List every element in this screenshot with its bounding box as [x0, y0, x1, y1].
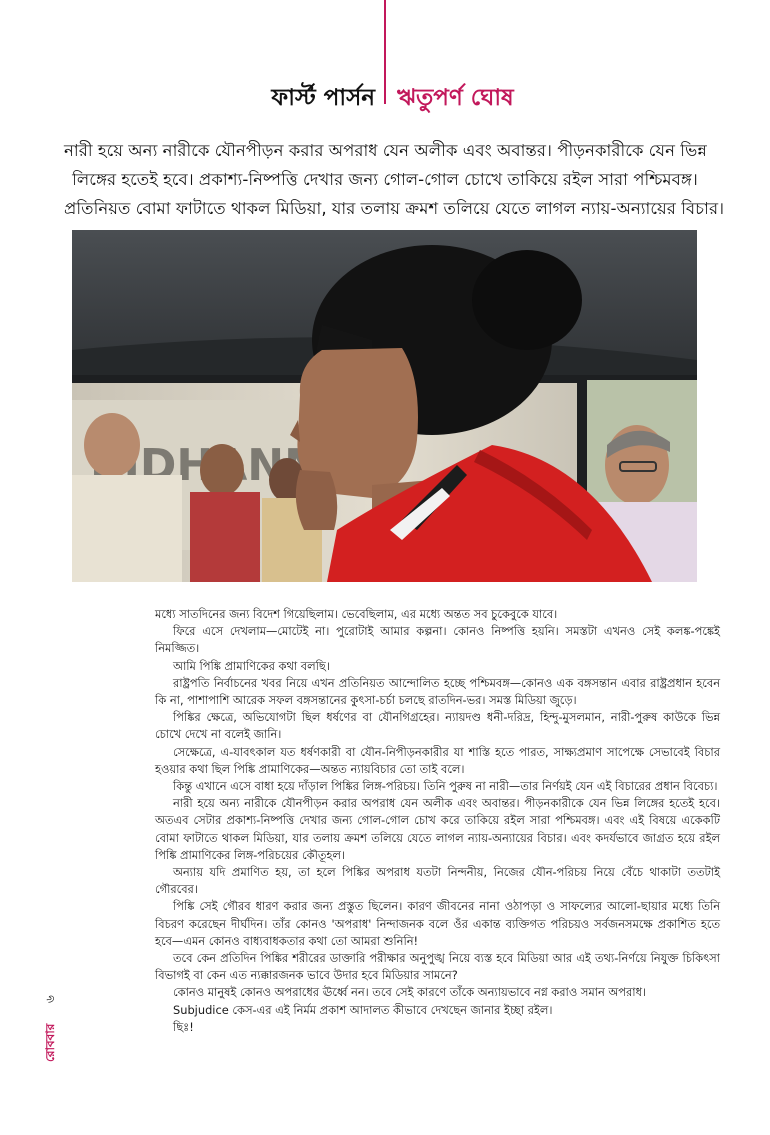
article-paragraph: তবে কেন প্রতিদিন পিঙ্কির শরীরের ডাক্তারি পরীক্ষার অনুপুঙ্খ নিয়ে ব্যস্ত হবে মিডিয়া আর এই তথ্য-নির্ণয়ে নিযুক্ত চিকিৎসা বিভাগই বা কেন এত ন্যক্কারজনক ভাবে উদার হবে মিডিয়ার সামনে? — [155, 951, 720, 983]
article-body — [155, 606, 720, 1036]
column-title: ফার্স্ট পার্সন — [271, 85, 375, 111]
lead-line: প্রতিনিয়ত বোমা ফাটাতে থাকল মিডিয়া, যার তলায় ক্রমশ তলিয়ে যেতে লাগল ন্যায়-অন্যায়ের বিচার। — [64, 199, 724, 218]
article-paragraph: অন্যায় যদি প্রমাণিত হয়, তা হলে পিঙ্কির অপরাধ যতটা নিন্দনীয়, নিজের যৌন-পরিচয় নিয়ে বেঁচে থাকাটা ততটাই গৌরবের। — [155, 865, 720, 897]
article-paragraph: ছিঃ! — [173, 1019, 194, 1034]
article-paragraph: রাষ্ট্রপতি নির্বাচনের খবর নিয়ে এখন প্রতিনিয়ত আন্দোলিত হচ্ছে পশ্চিমবঙ্গ—কোনও এক বঙ্গসন্তান এবার রাষ্ট্রপ্রধান হবেন কি না, পাশাপাশি আরেক সফল বঙ্গসন্তানের কুৎসা-চর্চা চলছে রাতদিন-ভর। সমস্ত মিডিয়া জুড়ে। — [155, 675, 720, 708]
page-header — [0, 80, 770, 116]
article-paragraph: সেক্ষেত্রে, এ-যাবৎকাল যত ধর্ষণকারী বা যৌন-নিপীড়নকারীর যা শাস্তি হতে পারত, সাক্ষ্যপ্রমাণ সাপেক্ষে সেভাবেই বিচার হওয়ার কথা ছিল পিঙ্কি প্রামাণিকের—অন্তত ন্যায়বিচার তো তাই বলে। — [155, 744, 720, 776]
lead-line: নারী হয়ে অন্য নারীকে যৌনপীড়ন করার অপরাধ যেন অলীক এবং অবান্তর। পীড়নকারীকে যেন ভিন্ন — [64, 141, 707, 160]
article-paragraph: কোনও মানুষই কোনও অপরাধের ঊর্ধ্বে নন। তবে সেই কারণে তাঁকে অন্যায়ভাবে নগ্ন করাও সমান অপরাধ। — [173, 985, 647, 1000]
article-paragraph: Subjudice কেস-এর এই নির্মম প্রকাশ আদালত কীভাবে দেখছেন জানার ইচ্ছা রইল। — [173, 1002, 553, 1017]
article-paragraph: পিঙ্কি সেই গৌরব ধারণ করার জন্য প্রস্তুত ছিলেন। কারণ জীবনের নানা ওঠাপড়া ও সাফল্যের আলো-ছায়ার মধ্যে তিনি বিচরণ করেছেন দীর্ঘদিন। তাঁর কোনও 'অপরাধ' নিন্দাজনক বলে ওঁর একান্ত ব্যক্তিগত পরিচয়ও সর্বজনসমক্ষে প্রকাশিত হতে হবে—এমন কোনও বাধ্যবাধকতার কথা তো আমরা শুনিনি! — [155, 899, 720, 948]
article-paragraph: নারী হয়ে অন্য নারীকে যৌনপীড়ন করার অপরাধ যেন অলীক এবং অবান্তর। পীড়নকারীকে যেন ভিন্ন লিঙ্গের হতেই হবে। অতএব সেটার প্রকাশ্য-নিষ্পত্তি দেখার জন্য গোল-গোল চোখ করে তাকিয়ে রইল সারা পশ্চিমবঙ্গ। এবং এই বিষয়ে একেকটি বোমা ফাটাতে থাকল মিডিয়া, যার তলায় ক্রমশ তলিয়ে যেতে লাগল ন্যায়-অন্যায়ের বিচার। এবং কদর্যভাবে জাগ্রত হয়ে রইল পিঙ্কি প্রামাণিকের লিঙ্গ-পরিচয়ের কৌতূহল। — [155, 796, 720, 862]
page-number: ৬ — [43, 995, 57, 1003]
lead-line: লিঙ্গের হতেই হবে। প্রকাশ্য-নিষ্পত্তি দেখার জন্য গোল-গোল চোখে তাকিয়ে রইল সারা পশ্চিমবঙ্গ। — [72, 170, 698, 189]
article-paragraph: মধ্যে সাতদিনের জন্য বিদেশ গিয়েছিলাম। ভেবেছিলাম, এর মধ্যে অন্তত সব চুকেবুকে যাবে। — [155, 607, 558, 621]
article-paragraph: আমি পিঙ্কি প্রামাণিকের কথা বলছি। — [173, 658, 330, 673]
author-name: ঋতুপর্ণ ঘোষ — [397, 85, 514, 111]
article-paragraph: ফিরে এসে দেখলাম—মোটেই না। পুরোটাই আমার কল্পনা। কোনও নিষ্পত্তি হয়নি। সমস্তটা এখনও সেই কলঙ্ক-পঙ্কেই নিমজ্জিত। — [155, 624, 720, 656]
news-photo — [72, 230, 697, 582]
lead-paragraph — [64, 136, 724, 223]
magazine-name: রোববার — [43, 1023, 57, 1062]
article-paragraph: কিন্তু এখানে এসে বাধা হয়ে দাঁড়াল পিঙ্কির লিঙ্গ-পরিচয়। তিনি পুরুষ না নারী—তার নির্ণয়ই যেন এই বিচারের প্রধান বিবেচ্য। — [173, 779, 718, 794]
article-paragraph: পিঙ্কির ক্ষেত্রে, অভিযোগটা ছিল ধর্ষণের বা যৌনগিগ্রহের। ন্যায়দণ্ড ধনী-দরিদ্র, হিন্দু-মুসলমান, নারী-পুরুষ কাউকে ভিন্ন চোখে দেখে না বলেই জানি। — [155, 710, 720, 742]
photo-illustration — [72, 230, 697, 582]
